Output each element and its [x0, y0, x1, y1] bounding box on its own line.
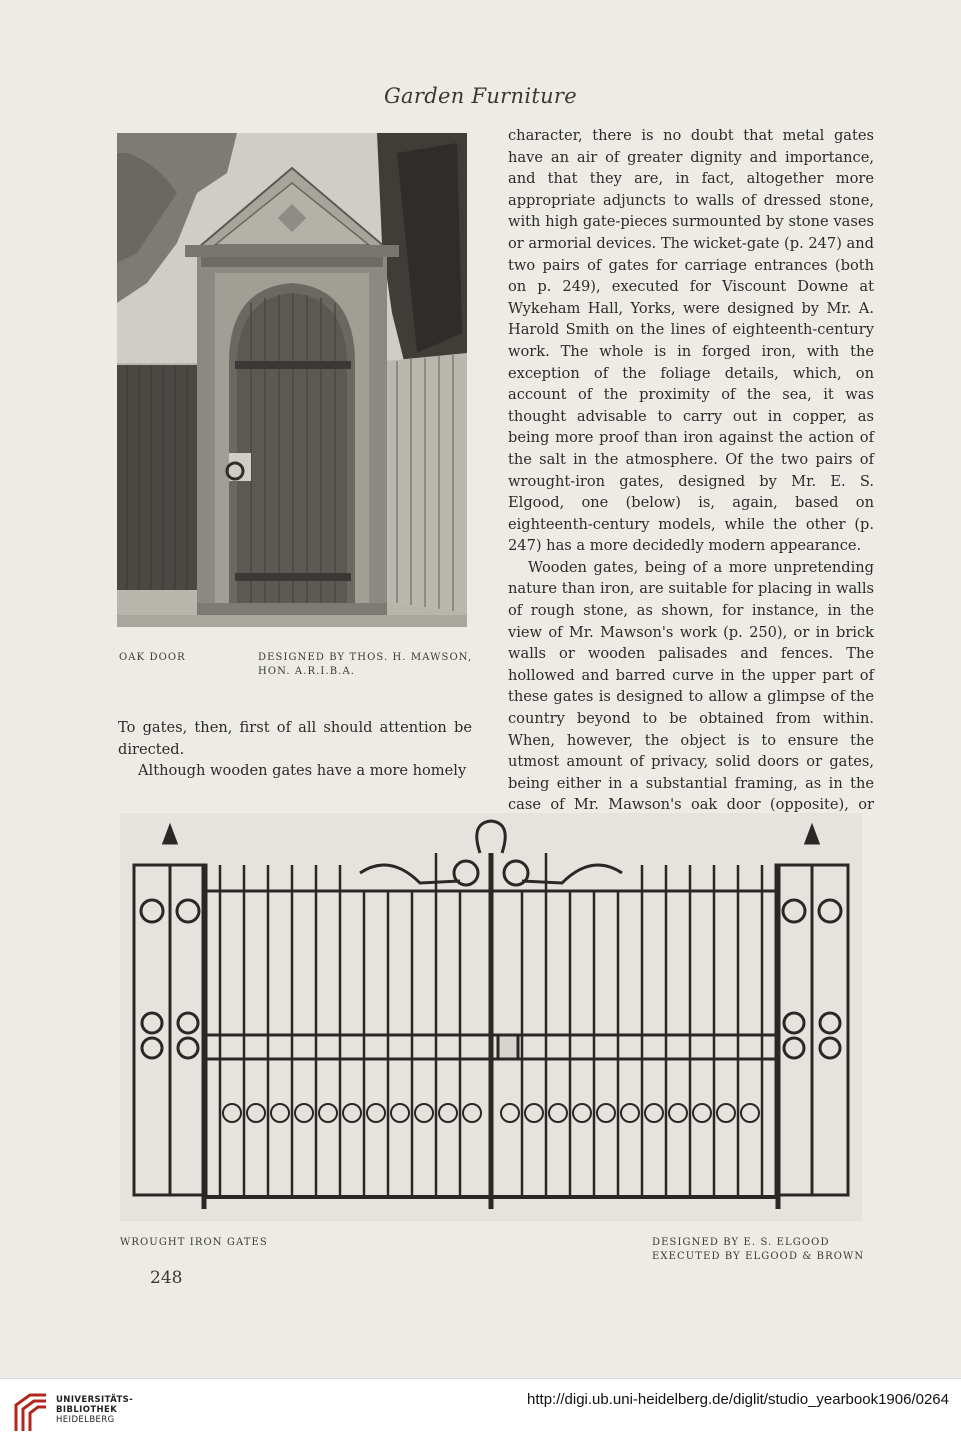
running-head: Garden Furniture: [383, 84, 577, 108]
wrought-iron-gates-photo: [120, 813, 862, 1221]
permalink-url[interactable]: http://digi.ub.uni-heidelberg.de/diglit/studio_yearbook1906/0264: [527, 1391, 949, 1408]
left-paragraph-1: To gates, then, first of all should attention be directed.: [118, 719, 472, 758]
gates-caption-title: WROUGHT IRON GATES: [120, 1237, 268, 1248]
logo-line-2: BIBLIOTHEK: [56, 1405, 118, 1415]
university-library-logo-icon[interactable]: [12, 1391, 50, 1435]
oak-door-caption-title: OAK DOOR: [119, 652, 186, 663]
gates-caption-executed: EXECUTED BY ELGOOD & BROWN: [652, 1251, 865, 1262]
oak-door-caption-designer: DESIGNED BY THOS. H. MAWSON,: [258, 652, 473, 663]
oak-door-caption-credentials: HON. A.R.I.B.A.: [258, 666, 356, 677]
right-paragraph-2: Wooden gates, being of a more unpretending nature than iron, are suitable for placing in walls of rough stone, as shown, for instance, in the view of Mr. Mawson's work (p. 250), or in brick walls or wooden palisades and fences. The hollowed and barred curve in the upper part of these gates is designed to allow a glimpse of the country beyond to be obtained from within. When, however, the object is to ensure the utmost amount of privacy, solid doors or gates, being either in a substantial framing, as in the case of Mr. Mawson's oak door (opposite), or: [508, 558, 874, 814]
oak-door-photo: [117, 133, 467, 627]
right-column: [508, 125, 874, 838]
right-paragraph-1: character, there is no doubt that metal gates have an air of greater dignity and importance, and that they are, in fact, altogether more appropriate adjuncts to walls of dressed stone, with high gate-pieces surmounted by stone vases or armorial devices. The wicket-gate (p. 247) and two pairs of gates for carriage entrances (both on p. 249), executed for Viscount Downe at Wykeham Hall, Yorks, were designed by Mr. A. Harold Smith on the lines of eighteenth-century work. The whole is in forged iron, with the exception of the foliage details, which, on account of the proximity of the sea, it was thought advisable to carry out in copper, as being more proof than iron against the action of the salt in the atmosphere. Of the two pairs of wrought-iron gates, designed by Mr. E. S. Elgood, one (below) is, again, based on eighteenth-century models, while the other (p. 247) has a more decidedly modern appearance.: [508, 127, 874, 555]
left-column: [118, 717, 472, 782]
logo-line-1: UNIVERSITÄTS-: [56, 1395, 134, 1405]
left-paragraph-2: Although wooden gates have a more homely: [138, 762, 467, 780]
gates-caption-designer: DESIGNED BY E. S. ELGOOD: [652, 1237, 830, 1248]
footer-bar: [0, 1378, 961, 1447]
university-library-name: [56, 1395, 133, 1425]
page-number: 248: [150, 1268, 183, 1288]
logo-line-3: HEIDELBERG: [56, 1415, 115, 1425]
